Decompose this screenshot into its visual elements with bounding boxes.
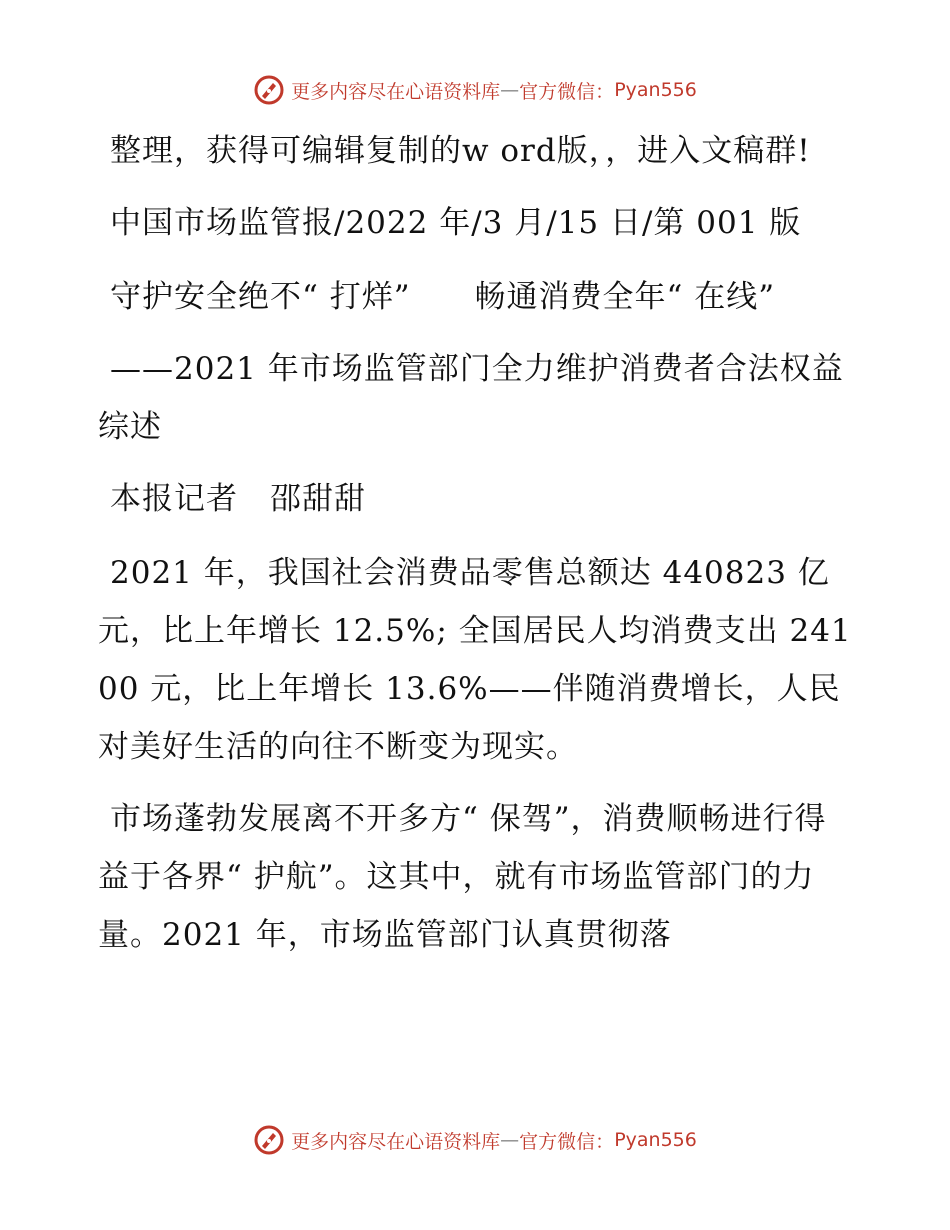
article-subtitle: ——2021 年市场监管部门全力维护消费者合法权益综述 <box>98 351 844 445</box>
byline: 本报记者 邵甜甜 <box>110 481 366 517</box>
article-title: 守护安全绝不“ 打烊” 畅通消费全年“ 在线” <box>110 279 776 315</box>
banner-wechat-label: 官方微信： <box>519 80 615 103</box>
banner-account: Pyan556 <box>614 79 697 101</box>
banner-separator: — <box>500 1129 520 1151</box>
document-body <box>98 122 858 978</box>
logo-icon <box>253 1124 285 1156</box>
source-line: 中国市场监管报/2022 年/3 月/15 日/第 001 版 <box>110 205 802 241</box>
banner-wechat-label: 官方微信： <box>519 1130 615 1153</box>
banner-brand: 更多内容尽在心语资料库 <box>291 80 501 103</box>
logo-icon <box>253 74 285 106</box>
body-paragraph-1: 2021 年，我国社会消费品零售总额达 440823 亿元，比上年增长 12.5%; 全国居民人均消费支出 24100 元，比上年增长 13.6%——伴随消费增长，人民对美好生活的向往不断变为现实。 <box>98 555 852 765</box>
top-watermark-banner <box>0 70 950 110</box>
bottom-watermark-banner <box>0 1120 950 1160</box>
banner-brand: 更多内容尽在心语资料库 <box>291 1130 501 1153</box>
intro-paragraph: 整理，获得可编辑复制的w ord版，，进入文稿群! <box>110 133 811 169</box>
banner-separator: — <box>500 79 520 101</box>
banner-account: Pyan556 <box>614 1129 697 1151</box>
body-paragraph-2: 市场蓬勃发展离不开多方“ 保驾”，消费顺畅进行得益于各界“ 护航”。这其中，就有市场监管部门的力量。2021 年，市场监管部门认真贯彻落 <box>98 801 827 953</box>
